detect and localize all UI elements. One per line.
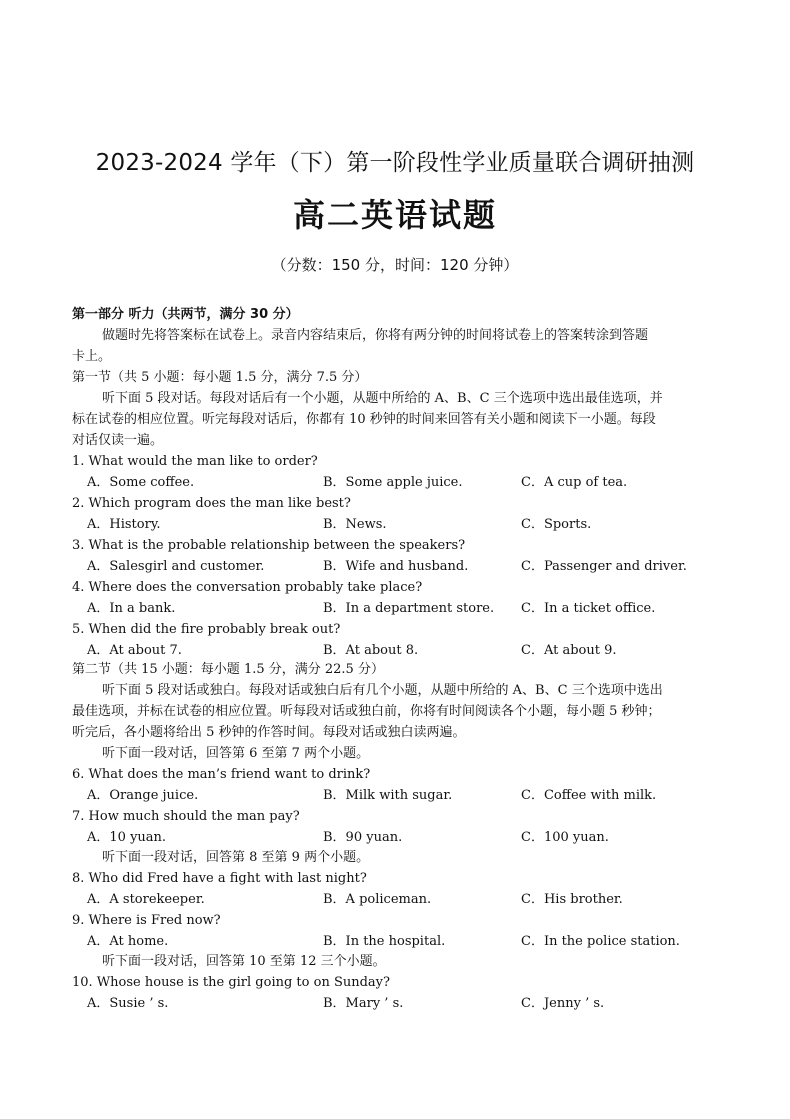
question-4-option-b: B．In a department store. [323,601,495,616]
prompt-q8-q9: 听下面一段对话，回答第 8 至第 9 两个小题。 [102,850,370,865]
section1-intro-line1: 听下面 5 段对话。每段对话后有一个小题，从题中所给的 A、B、C 三个选项中选出最佳选项，并 [102,391,663,406]
section2-heading: 第二节（共 15 小题：每小题 1.5 分，满分 22.5 分） [72,662,384,677]
question-7-option-a: A．10 yuan. [87,830,167,845]
question-8-option-b: B．A policeman. [323,892,432,907]
question-6-option-a: A．Orange juice. [87,788,199,803]
question-10-option-b: B．Mary ’ s. [323,996,404,1011]
question-8: 8. Who did Fred have a fight with last night? [72,871,367,886]
question-6-option-c: C．Coffee with milk. [521,788,657,803]
question-5-option-b: B．At about 8. [323,643,419,658]
question-4: 4. Where does the conversation probably take place? [72,580,423,595]
question-7-option-c: C．100 yuan. [521,830,609,845]
question-1: 1. What would the man like to order? [72,454,318,469]
part1-intro-line2: 卡上。 [72,349,112,364]
question-9-option-c: C．In the police station. [521,934,680,949]
question-4-option-a: A．In a bank. [87,601,176,616]
question-9-option-b: B．In the hospital. [323,934,446,949]
section2-intro-line3: 听完后，各小题将给出 5 秒钟的作答时间。每段对话或独白读两遍。 [72,725,466,740]
exam-title-main: 高二英语试题 [292,196,497,234]
section1-intro-line2: 标在试卷的相应位置。听完每段对话后，你都有 10 秒钟的时间来回答有关小题和阅读下一小题。每段 [72,412,656,427]
question-1-option-c: C．A cup of tea. [521,475,628,490]
question-8-option-c: C．His brother. [521,892,623,907]
prompt-q6-q7: 听下面一段对话，回答第 6 至第 7 两个小题。 [102,746,370,761]
question-5-option-a: A．At about 7. [87,643,182,658]
section1-heading: 第一节（共 5 小题：每小题 1.5 分，满分 7.5 分） [72,370,368,385]
question-2-option-b: B．News. [323,517,387,532]
question-10: 10. Whose house is the girl going to on Sunday? [72,975,390,990]
question-2-option-c: C．Sports. [521,517,592,532]
question-5: 5. When did the fire probably break out? [72,622,341,637]
question-6-option-b: B．Milk with sugar. [323,788,453,803]
exam-title-line1: 2023-2024 学年（下）第一阶段性学业质量联合调研抽测 [95,150,695,176]
section1-intro-line3: 对话仅读一遍。 [72,433,164,448]
question-6: 6. What does the man’s friend want to drink? [72,767,371,782]
question-10-option-c: C．Jenny ’ s. [521,996,605,1011]
question-9: 9. Where is Fred now? [72,913,221,928]
question-3-option-a: A．Salesgirl and customer. [87,559,265,574]
question-3-option-c: C．Passenger and driver. [521,559,687,574]
question-9-option-a: A．At home. [87,934,169,949]
exam-score-time: （分数：150 分，时间：120 分钟） [271,256,519,274]
question-4-option-c: C．In a ticket office. [521,601,656,616]
question-2: 2. Which program does the man like best? [72,496,351,511]
question-3: 3. What is the probable relationship between the speakers? [72,538,466,553]
part1-intro-line1: 做题时先将答案标在试卷上。录音内容结束后，你将有两分钟的时间将试卷上的答案转涂到答题 [102,328,649,343]
question-5-option-c: C．At about 9. [521,643,617,658]
question-1-option-b: B．Some apple juice. [323,475,463,490]
question-1-option-a: A．Some coffee. [87,475,195,490]
question-2-option-a: A．History. [87,517,161,532]
section2-intro-line2: 最佳选项，并标在试卷的相应位置。听每段对话或独白前，你将有时间阅读各个小题，每小题 5 秒钟； [72,704,661,719]
part1-heading: 第一部分 听力（共两节，满分 30 分） [72,307,299,322]
question-3-option-b: B．Wife and husband. [323,559,469,574]
question-7-option-b: B．90 yuan. [323,830,403,845]
question-7: 7. How much should the man pay? [72,809,300,824]
prompt-q10-q12: 听下面一段对话，回答第 10 至第 12 三个小题。 [102,954,386,969]
section2-intro-line1: 听下面 5 段对话或独白。每段对话或独白后有几个小题，从题中所给的 A、B、C 三个选项中选出 [102,683,663,698]
question-10-option-a: A．Susie ’ s. [87,996,169,1011]
question-8-option-a: A．A storekeeper. [87,892,205,907]
